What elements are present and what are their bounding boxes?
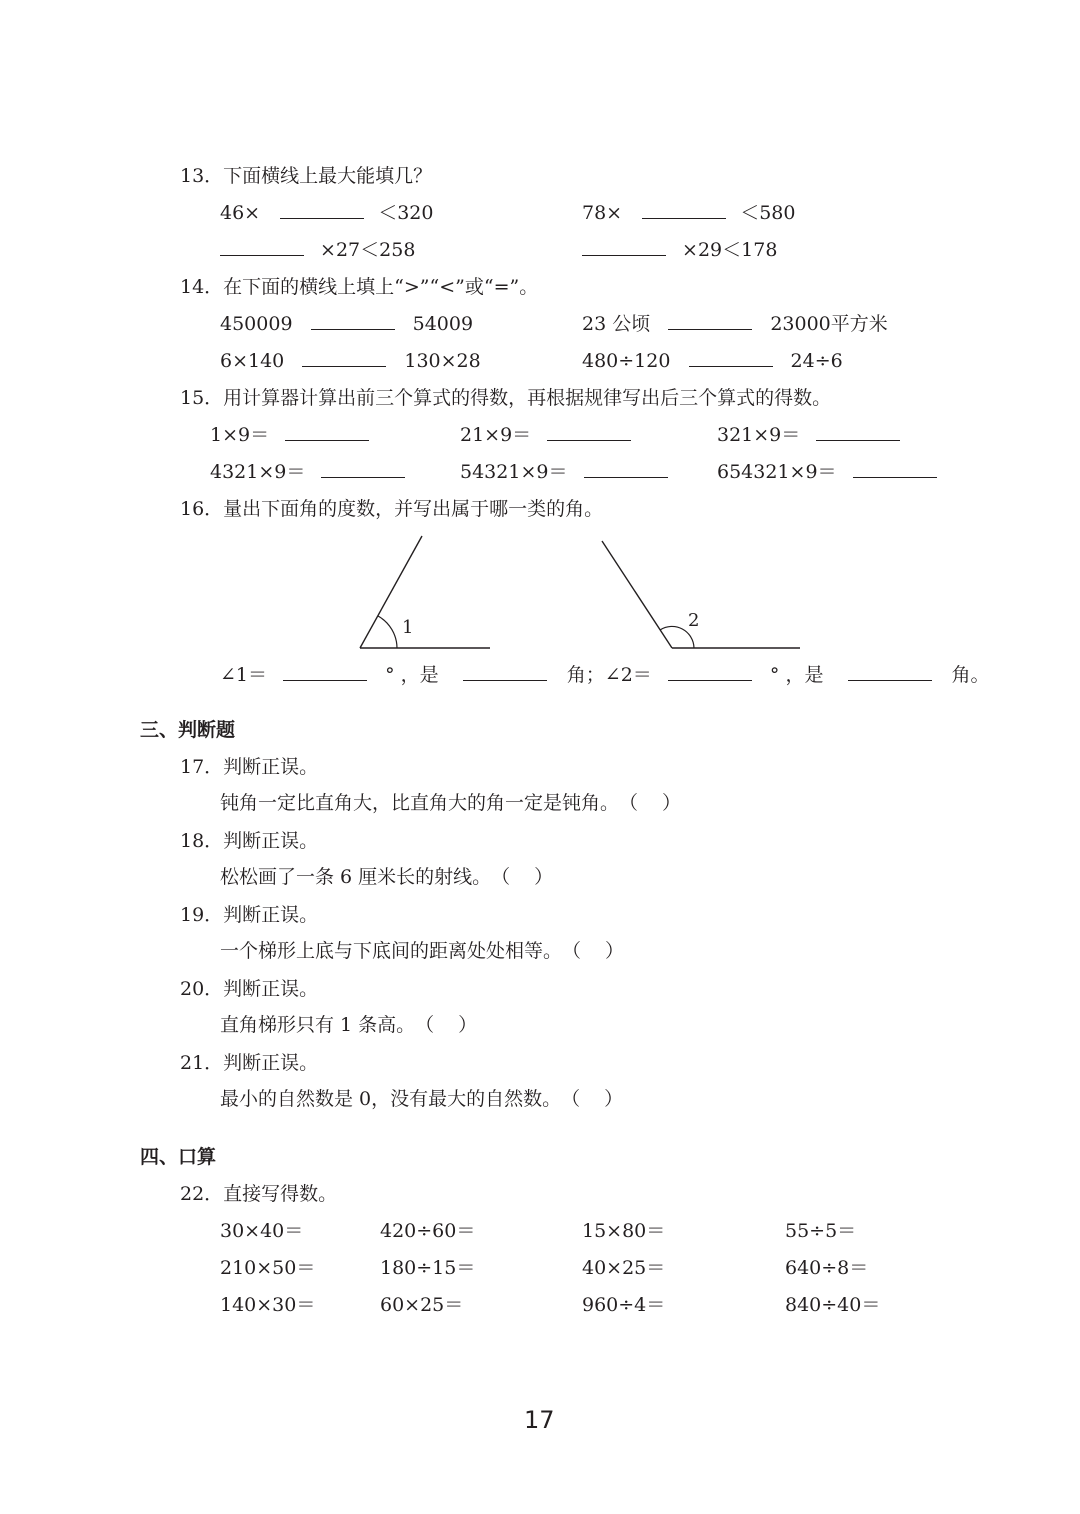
q16-title: 16．量出下面角的度数，并写出属于哪一类的角。 — [180, 498, 604, 520]
paren-close: ） — [605, 940, 625, 962]
paren-open: （ — [561, 1088, 581, 1110]
q15-title: 15．用计算器计算出前三个算式的得数，再根据规律写出后三个算式的得数。 — [180, 387, 832, 409]
statement-text: 直角梯形只有 1 条高。 — [220, 1014, 416, 1036]
q14-b-left: 23 公顷 — [582, 313, 651, 335]
q13-a-rel: ＜320 — [378, 202, 434, 224]
statement-text: 松松画了一条 6 厘米长的射线。 — [220, 866, 492, 888]
mental-math-item: 640÷8＝ — [785, 1257, 869, 1279]
section-3-heading: 三、判断题 — [140, 719, 236, 741]
q22-title: 22．直接写得数。 — [180, 1183, 338, 1205]
q14-title: 14．在下面的横线上填上“>”“<”或“=”。 — [180, 276, 539, 298]
angle-1-degree-blank[interactable] — [283, 679, 367, 681]
paren-open: （ — [415, 1014, 435, 1036]
mental-math-item: 840÷40＝ — [785, 1294, 881, 1316]
paren-open: （ — [562, 940, 582, 962]
angle-1-label: 1 — [402, 617, 414, 638]
q15-expr: 4321×9＝ — [210, 461, 306, 483]
paren-open: （ — [619, 792, 639, 814]
angle-1-measure-label: ∠1＝ — [220, 664, 268, 686]
angle-1-type-blank[interactable] — [463, 679, 547, 681]
section-4-heading: 四、口算 — [140, 1146, 217, 1168]
angle-2-degree-blank[interactable] — [668, 679, 752, 681]
q13-b-expr: 78× — [582, 202, 623, 224]
paren-close: ） — [458, 1014, 478, 1036]
q13-b-rel: ＜580 — [740, 202, 796, 224]
angle-2-label: 2 — [688, 610, 700, 631]
q15-expr: 654321×9＝ — [717, 461, 837, 483]
judgment-answer-box[interactable] — [561, 1090, 623, 1109]
mental-math-item: 210×50＝ — [220, 1257, 316, 1279]
q18-statement — [220, 868, 553, 887]
page-number: 17 — [524, 1406, 555, 1434]
q17-title: 17．判断正误。 — [180, 756, 319, 778]
mental-math-item: 60×25＝ — [380, 1294, 464, 1316]
mental-math-item: 30×40＝ — [220, 1220, 304, 1242]
paren-close: ） — [662, 792, 682, 814]
shi-text: ，是 — [785, 664, 824, 686]
shi-text: ，是 — [400, 664, 439, 686]
q17-statement — [220, 794, 681, 813]
q15-expr: 54321×9＝ — [460, 461, 568, 483]
q13-title: 13．下面横线上最大能填几？ — [180, 165, 433, 187]
angle-1-figure — [360, 536, 490, 648]
mental-math-item: 15×80＝ — [582, 1220, 666, 1242]
statement-text: 一个梯形上底与下底间的距离处处相等。 — [220, 940, 563, 962]
q19-statement — [220, 942, 624, 961]
mental-math-item: 180÷15＝ — [380, 1257, 476, 1279]
mental-math-item: 420÷60＝ — [380, 1220, 476, 1242]
q14-c-left: 6×140 — [220, 350, 285, 372]
q14-d-right: 24÷6 — [790, 350, 843, 372]
degree-symbol: ° — [385, 664, 395, 686]
q13-c-rel: ×27＜258 — [320, 239, 416, 261]
q18-title: 18．判断正误。 — [180, 830, 319, 852]
q19-title: 19．判断正误。 — [180, 904, 319, 926]
angle-2-figure — [602, 541, 800, 648]
paren-close: ） — [534, 866, 554, 888]
q15-expr: 1×9＝ — [210, 424, 270, 446]
mental-math-item: 55÷5＝ — [785, 1220, 857, 1242]
angle-2-slant-ray — [602, 541, 672, 648]
judgment-answer-box[interactable] — [562, 942, 624, 961]
mental-math-item: 40×25＝ — [582, 1257, 666, 1279]
jiao-text: 角； — [566, 664, 605, 686]
judgment-answer-box[interactable] — [491, 868, 553, 887]
degree-symbol: ° — [769, 664, 780, 686]
q15-expr: 321×9＝ — [717, 424, 801, 446]
q14-b-right: 23000平方米 — [770, 313, 888, 335]
q21-title: 21．判断正误。 — [180, 1052, 319, 1074]
q15-expr: 21×9＝ — [460, 424, 532, 446]
q13-a-expr: 46× — [220, 202, 261, 224]
q14-d-left: 480÷120 — [582, 350, 671, 372]
paren-open: （ — [491, 866, 511, 888]
mental-math-item: 960÷4＝ — [582, 1294, 666, 1316]
paren-close: ） — [604, 1088, 624, 1110]
angle-1-arc — [378, 616, 397, 648]
q14-c-right: 130×28 — [404, 350, 481, 372]
judgment-answer-box[interactable] — [619, 794, 681, 813]
q20-statement — [220, 1016, 477, 1035]
statement-text: 最小的自然数是 0，没有最大的自然数。 — [220, 1088, 562, 1110]
judgment-answer-box[interactable] — [415, 1016, 477, 1035]
statement-text: 钝角一定比直角大，比直角大的角一定是钝角。 — [220, 792, 620, 814]
angle-2-type-blank[interactable] — [848, 679, 932, 681]
q13-d-rel: ×29＜178 — [682, 239, 778, 261]
jiao-text: 角。 — [951, 664, 990, 686]
q20-title: 20．判断正误。 — [180, 978, 319, 1000]
angle-2-measure-label: ∠2＝ — [604, 664, 652, 686]
mental-math-item: 140×30＝ — [220, 1294, 316, 1316]
q16-answer-line — [220, 666, 990, 685]
q14-a-left: 450009 — [220, 313, 293, 335]
q14-a-right: 54009 — [412, 313, 474, 335]
q21-statement — [220, 1090, 623, 1109]
